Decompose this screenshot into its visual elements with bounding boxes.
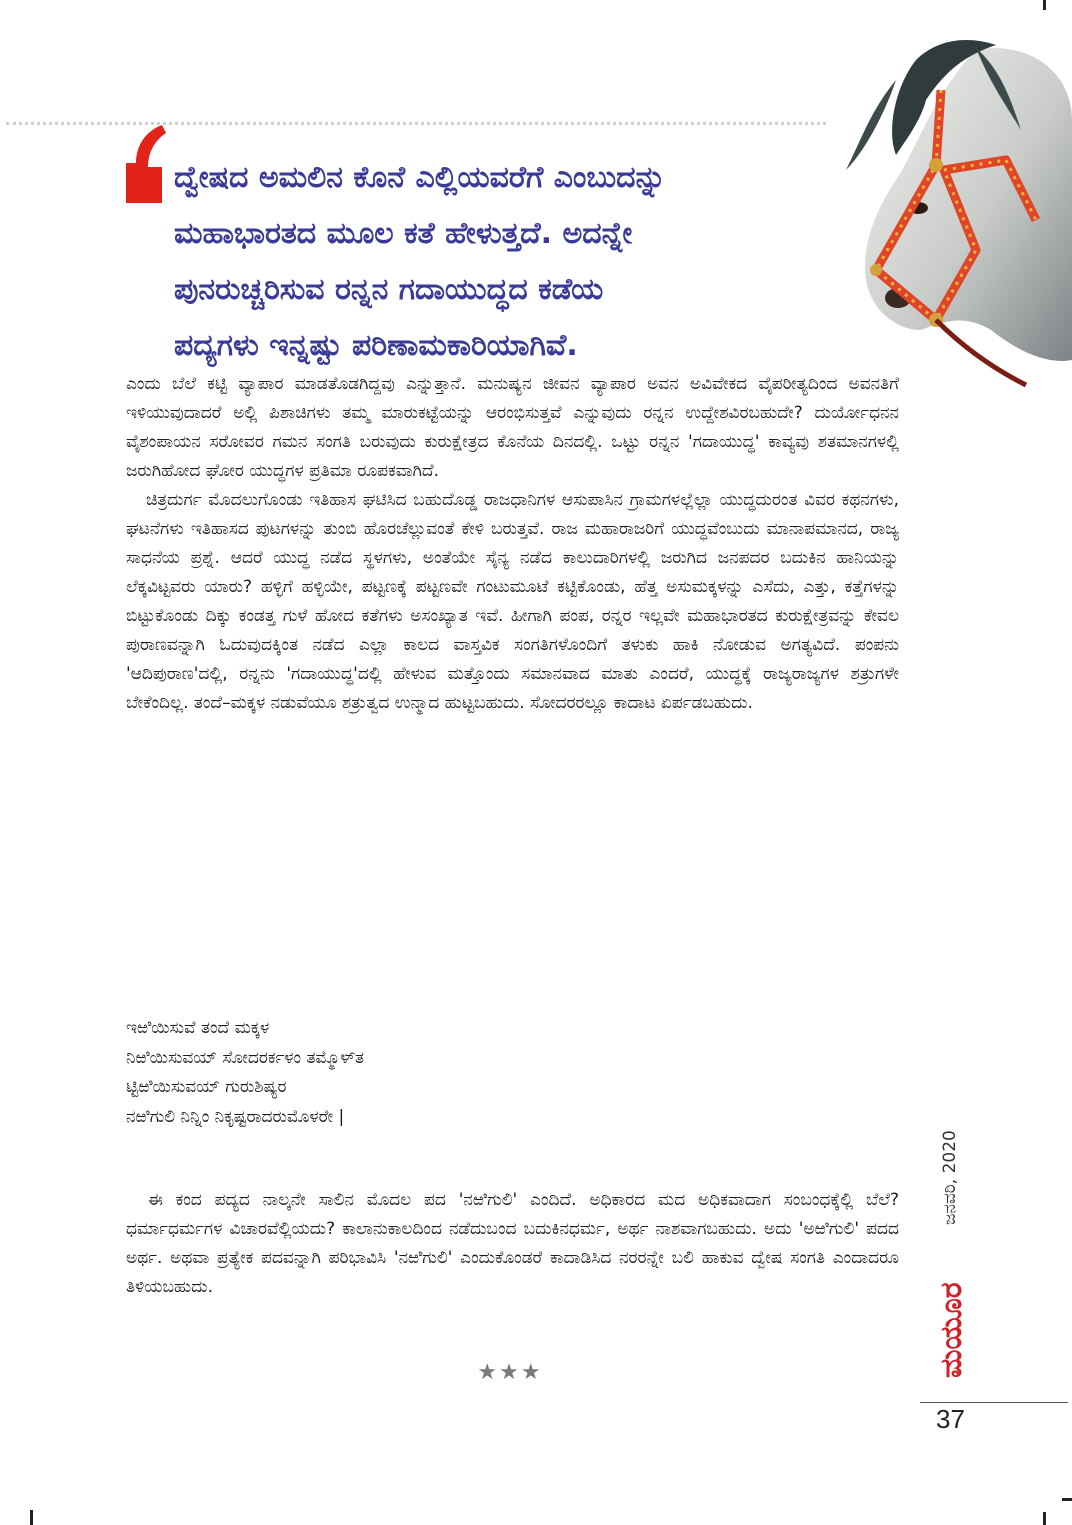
article-body (126, 370, 899, 718)
horse-illustration (826, 30, 1072, 390)
pull-quote-line: ಪುನರುಚ್ಚರಿಸುವ ರನ್ನನ ಗದಾಯುದ್ಧದ ಕಡೆಯ (174, 272, 604, 307)
page-number: 37 (936, 1404, 965, 1434)
poem-line: ಇಱಿಯಿಸುವೆ ತಂದೆ ಮಕ್ಕಳ (126, 1018, 270, 1038)
footer-rule (920, 1402, 1068, 1403)
closing-section (126, 1186, 899, 1302)
body-paragraph: ಎಂದು ಬೆಲೆ ಕಟ್ಟಿ ವ್ಯಾಪಾರ ಮಾಡತೊಡಗಿದ್ದವು ಎನ್ನುತ್ತಾನೆ. ಮನುಷ್ಯನ ಜೀವನ ವ್ಯಾಪಾರ ಅವನ ಅವಿವೇಕದ ವೈಪರೀತ್ಯದಿಂದ ಅವನತಿಗೆ ಇಳಿಯುವುದಾದರೆ ಅಲ್ಲಿ ಪಿಶಾಚಿಗಳು ತಮ್ಮ ಮಾರುಕಟ್ಟೆಯನ್ನು ಆರಂಭಿಸುತ್ತವೆ ಎನ್ನುವುದು ರನ್ನನ ಉದ್ದೇಶವಿರಬಹುದೇ? ದುರ್ಯೋಧನನ ವೈಶಂಪಾಯನ ಸರೋವರ ಗಮನ ಸಂಗತಿ ಬರುವುದು ಕುರುಕ್ಷೇತ್ರದ ಕೊನೆಯ ದಿನದಲ್ಲಿ. ಒಟ್ಟು ರನ್ನನ 'ಗದಾಯುದ್ಧ' ಕಾವ್ಯವು ಶತಮಾನಗಳಲ್ಲಿ ಜರುಗಿಹೋದ ಘೋರ ಯುದ್ಧಗಳ ಪ್ರತಿಮಾ ರೂಪಕವಾಗಿದೆ. (126, 374, 899, 481)
pull-quote-line: ಮಹಾಭಾರತದ ಮೂಲ ಕತೆ ಹೇಳುತ್ತದೆ. ಅದನ್ನೇ (174, 216, 633, 251)
crop-mark (30, 1510, 33, 1525)
body-paragraph: ಚಿತ್ರದುರ್ಗ ಮೊದಲುಗೊಂಡು ಇತಿಹಾಸ ಘಟಿಸಿದ ಬಹುದೊಡ್ಡ ರಾಜಧಾನಿಗಳ ಆಸುಪಾಸಿನ ಗ್ರಾಮಗಳಲ್ಲೆಲ್ಲಾ ಯುದ್ಧದುರಂತ ವಿವರ ಕಥನಗಳು, ಘಟನೆಗಳು ಇತಿಹಾಸದ ಪುಟಗಳನ್ನು ತುಂಬಿ ಹೊರಚೆಲ್ಲುವಂತೆ ಕೇಳಿ ಬರುತ್ತವೆ. ರಾಜ ಮಹಾರಾಜರಿಗೆ ಯುದ್ಧವೆಂಬುದು ಮಾನಾಪಮಾನದ, ರಾಜ್ಯ ಸಾಧನೆಯ ಪ್ರಶ್ನೆ. ಆದರೆ ಯುದ್ಧ ನಡೆದ ಸ್ಥಳಗಳು, ಅಂತೆಯೇ ಸೈನ್ಯ ನಡೆದ ಕಾಲುದಾರಿಗಳಲ್ಲಿ ಜರುಗಿದ ಜನಪದರ ಬದುಕಿನ ಹಾನಿಯನ್ನು ಲೆಕ್ಕವಿಟ್ಟವರು ಯಾರು? ಹಳ್ಳಿಗೆ ಹಳ್ಳಿಯೇ, ಪಟ್ಟಣಕ್ಕೆ ಪಟ್ಟಣವೇ ಗಂಟುಮೂಟೆ ಕಟ್ಟಿಕೊಂಡು, ಹೆತ್ತ ಅಸುಮಕ್ಕಳನ್ನು ಎಸೆದು, ಎತ್ತು, ಕತ್ತೆಗಳನ್ನು ಬಿಟ್ಟುಕೊಂಡು ದಿಕ್ಕು ಕಂಡತ್ತ ಗುಳೆ ಹೋದ ಕತೆಗಳು ಅಸಂಖ್ಯಾತ ಇವೆ. ಹೀಗಾಗಿ ಪಂಪ, ರನ್ನರ ಇಲ್ಲವೇ ಮಹಾಭಾರತದ ಕುರುಕ್ಷೇತ್ರವನ್ನು ಕೇವಲ ಪುರಾಣವನ್ನಾಗಿ ಓದುವುದಕ್ಕಿಂತ ನಡೆದ ಎಲ್ಲಾ ಕಾಲದ ವಾಸ್ತವಿಕ ಸಂಗತಿಗಳೊಂದಿಗೆ ತಳುಕು ಹಾಕಿ ನೋಡುವ ಅಗತ್ಯವಿದೆ. ಪಂಪನು 'ಆದಿಪುರಾಣ'ದಲ್ಲಿ, ರನ್ನನು 'ಗದಾಯುದ್ಧ'ದಲ್ಲಿ ಹೇಳುವ ಮತ್ತೊಂದು ಸಮಾನವಾದ ಮಾತು ಎಂದರೆ, ಯುದ್ಧಕ್ಕೆ ರಾಜ್ಯರಾಜ್ಯಗಳ ಶತ್ರುಗಳೇ ಬೇಕೆಂದಿಲ್ಲ. ತಂದೆ–ಮಕ್ಕಳ ನಡುವೆಯೂ ಶತ್ರುತ್ವದ ಉನ್ಮಾದ ಹುಟ್ಟಬಹುದು. ಸೋದರರಲ್ಲೂ ಕಾದಾಟ ಏರ್ಪಡಬಹುದು. (126, 490, 899, 713)
poem-stanza (126, 1014, 826, 1132)
quote-mark-icon (126, 123, 166, 203)
crop-mark (1062, 1498, 1072, 1501)
poem-line: ನಱಿಗುಲಿ ನಿನ್ನಿಂ ನಿಕೃಷ್ಟರಾದರುಮೊಳರೇ | (126, 1106, 345, 1127)
pull-quote-line: ಪದ್ಯಗಳು ಇನ್ನಷ್ಟು ಪರಿಣಾಮಕಾರಿಯಾಗಿವೆ. (174, 328, 578, 363)
body-paragraph: ಈ ಕಂದ ಪದ್ಯದ ನಾಲ್ಕನೇ ಸಾಲಿನ ಮೊದಲ ಪದ 'ನಱಿಗುಲಿ' ಎಂದಿದೆ. ಅಧಿಕಾರದ ಮದ ಅಧಿಕವಾದಾಗ ಸಂಬಂಧಕ್ಕೆಲ್ಲಿ ಬೆಲೆ? ಧರ್ಮಾಧರ್ಮಗಳ ವಿಚಾರವೆಲ್ಲಿಯದು? ಕಾಲಾನುಕಾಲದಿಂದ ನಡೆದುಬಂದ ಬದುಕಿನಧರ್ಮ, ಅರ್ಥ ನಾಶವಾಗಬಹುದು. ಅದು 'ಅಱಿಗುಲಿ' ಪದದ ಅರ್ಥ. ಅಥವಾ ಪ್ರತ್ಯೇಕ ಪದವನ್ನಾಗಿ ಪರಿಭಾವಿಸಿ 'ನಱಿಗುಲಿ' ಎಂದುಕೊಂಡರೆ ಕಾದಾಡಿಸಿದ ನರರನ್ನೇ ಬಲಿ ಹಾಕುವ ದ್ವೇಷ ಸಂಗತಿ ಎಂದಾದರೂ ತಿಳಿಯಬಹುದು. (126, 1190, 899, 1297)
issue-date-text: ಜನವರಿ, 2020 (940, 1130, 960, 1225)
poem-line: ಟ್ಟಿಱಿಯಿಸುವಯ್ ಗುರುಶಿಷ್ಯರ (126, 1077, 287, 1097)
pull-quote (174, 150, 814, 374)
magazine-logo-text: ಮಯೂರ (934, 1282, 969, 1378)
crop-mark (1043, 1512, 1046, 1525)
poem-line: ನಿಱಿಯಿಸುವಯ್ ಸೋದರರ್ಕಳಂ ತಮ್ಮೊಳ್‌ತ (126, 1047, 364, 1068)
pull-quote-line: ದ್ವೇಷದ ಅಮಲಿನ ಕೊನೆ ಎಲ್ಲಿಯವರೆಗೆ ಎಂಬುದನ್ನು (174, 160, 666, 195)
section-separator: ★★★ (477, 1360, 543, 1385)
crop-mark (1043, 0, 1046, 10)
